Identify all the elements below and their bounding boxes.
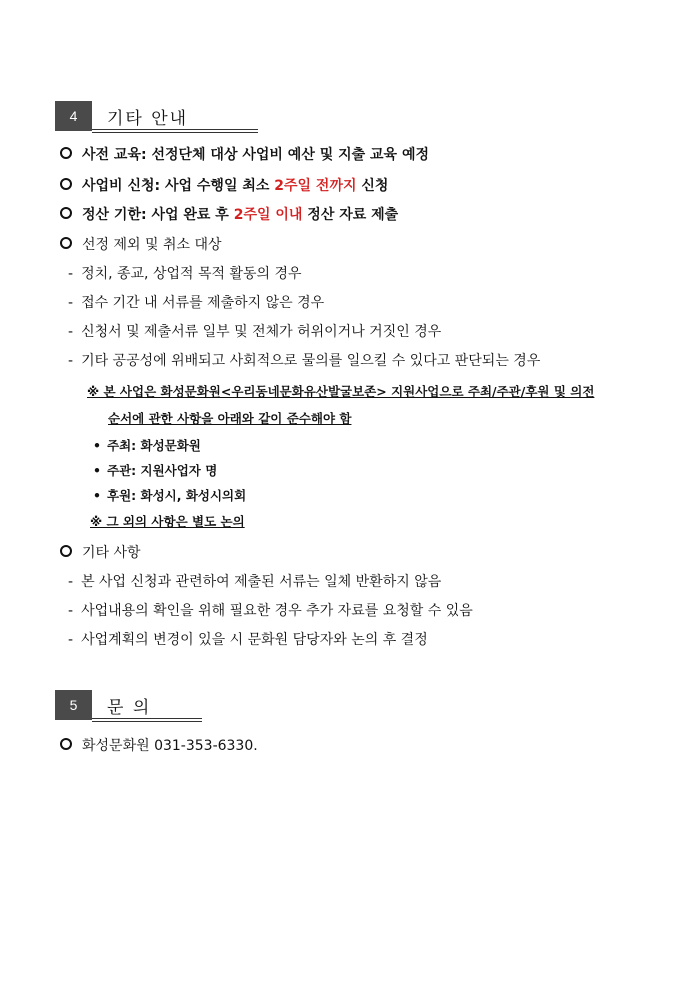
section-title: 기타 안내: [107, 108, 189, 129]
circle-bullet-icon: [60, 738, 72, 750]
circle-bullet-icon: [60, 545, 72, 557]
section-number: 4: [55, 101, 92, 131]
note-line-2: 순서에 관한 사항을 아래와 같이 준수해야 함: [108, 411, 352, 426]
list-item-exclusion: 선정 제외 및 취소 대상: [60, 235, 222, 255]
exclusion-item: - 기타 공공성에 위배되고 사회적으로 물의를 일으킬 수 있다고 판단되는 경우: [68, 353, 541, 369]
list-item-other: 기타 사항: [60, 543, 141, 563]
contact-item: 화성문화원 031-353-6330.: [60, 736, 258, 756]
section-underline: [92, 718, 202, 722]
exclusion-item: - 정치, 종교, 상업적 목적 활동의 경우: [68, 266, 302, 282]
note-line-1: ※ 본 사업은 화성문화원<우리동네문화유산발굴보존> 지원사업으로 주최/주관/후원 및 의전: [87, 384, 595, 399]
list-item-settlement: 정산 기한: 사업 완료 후 2주일 이내 정산 자료 제출: [60, 205, 398, 225]
exclusion-item: - 신청서 및 제출서류 일부 및 전체가 허위이거나 거짓인 경우: [68, 324, 442, 340]
list-item-education: 사전 교육: 선정단체 대상 사업비 예산 및 지출 교육 예정: [60, 145, 429, 165]
section-number: 5: [55, 690, 92, 720]
bullet-host: • 주최: 화성문화원: [93, 438, 201, 453]
circle-bullet-icon: [60, 207, 72, 219]
section-title: 문 의: [107, 697, 152, 718]
other-item: - 본 사업 신청과 관련하여 제출된 서류는 일체 반환하지 않음: [68, 574, 442, 590]
list-item-apply: 사업비 신청: 사업 수행일 최소 2주일 전까지 신청: [60, 176, 388, 196]
highlight-text: 2주일 이내: [233, 207, 303, 223]
circle-bullet-icon: [60, 178, 72, 190]
highlight-text: 2주일 전까지: [274, 178, 357, 194]
other-item: - 사업내용의 확인을 위해 필요한 경우 추가 자료를 요청할 수 있음: [68, 603, 473, 619]
bullet-organizer: • 주관: 지원사업자 명: [93, 463, 218, 478]
other-item: - 사업계획의 변경이 있을 시 문화원 담당자와 논의 후 결정: [68, 632, 428, 648]
exclusion-item: - 접수 기간 내 서류를 제출하지 않은 경우: [68, 295, 325, 311]
circle-bullet-icon: [60, 147, 72, 159]
circle-bullet-icon: [60, 237, 72, 249]
bullet-sponsor: • 후원: 화성시, 화성시의회: [93, 488, 247, 503]
section-underline: [92, 129, 258, 133]
note-other: ※ 그 외의 사항은 별도 논의: [90, 514, 245, 529]
section-5-header: [55, 690, 151, 720]
section-4-header: [55, 101, 188, 131]
